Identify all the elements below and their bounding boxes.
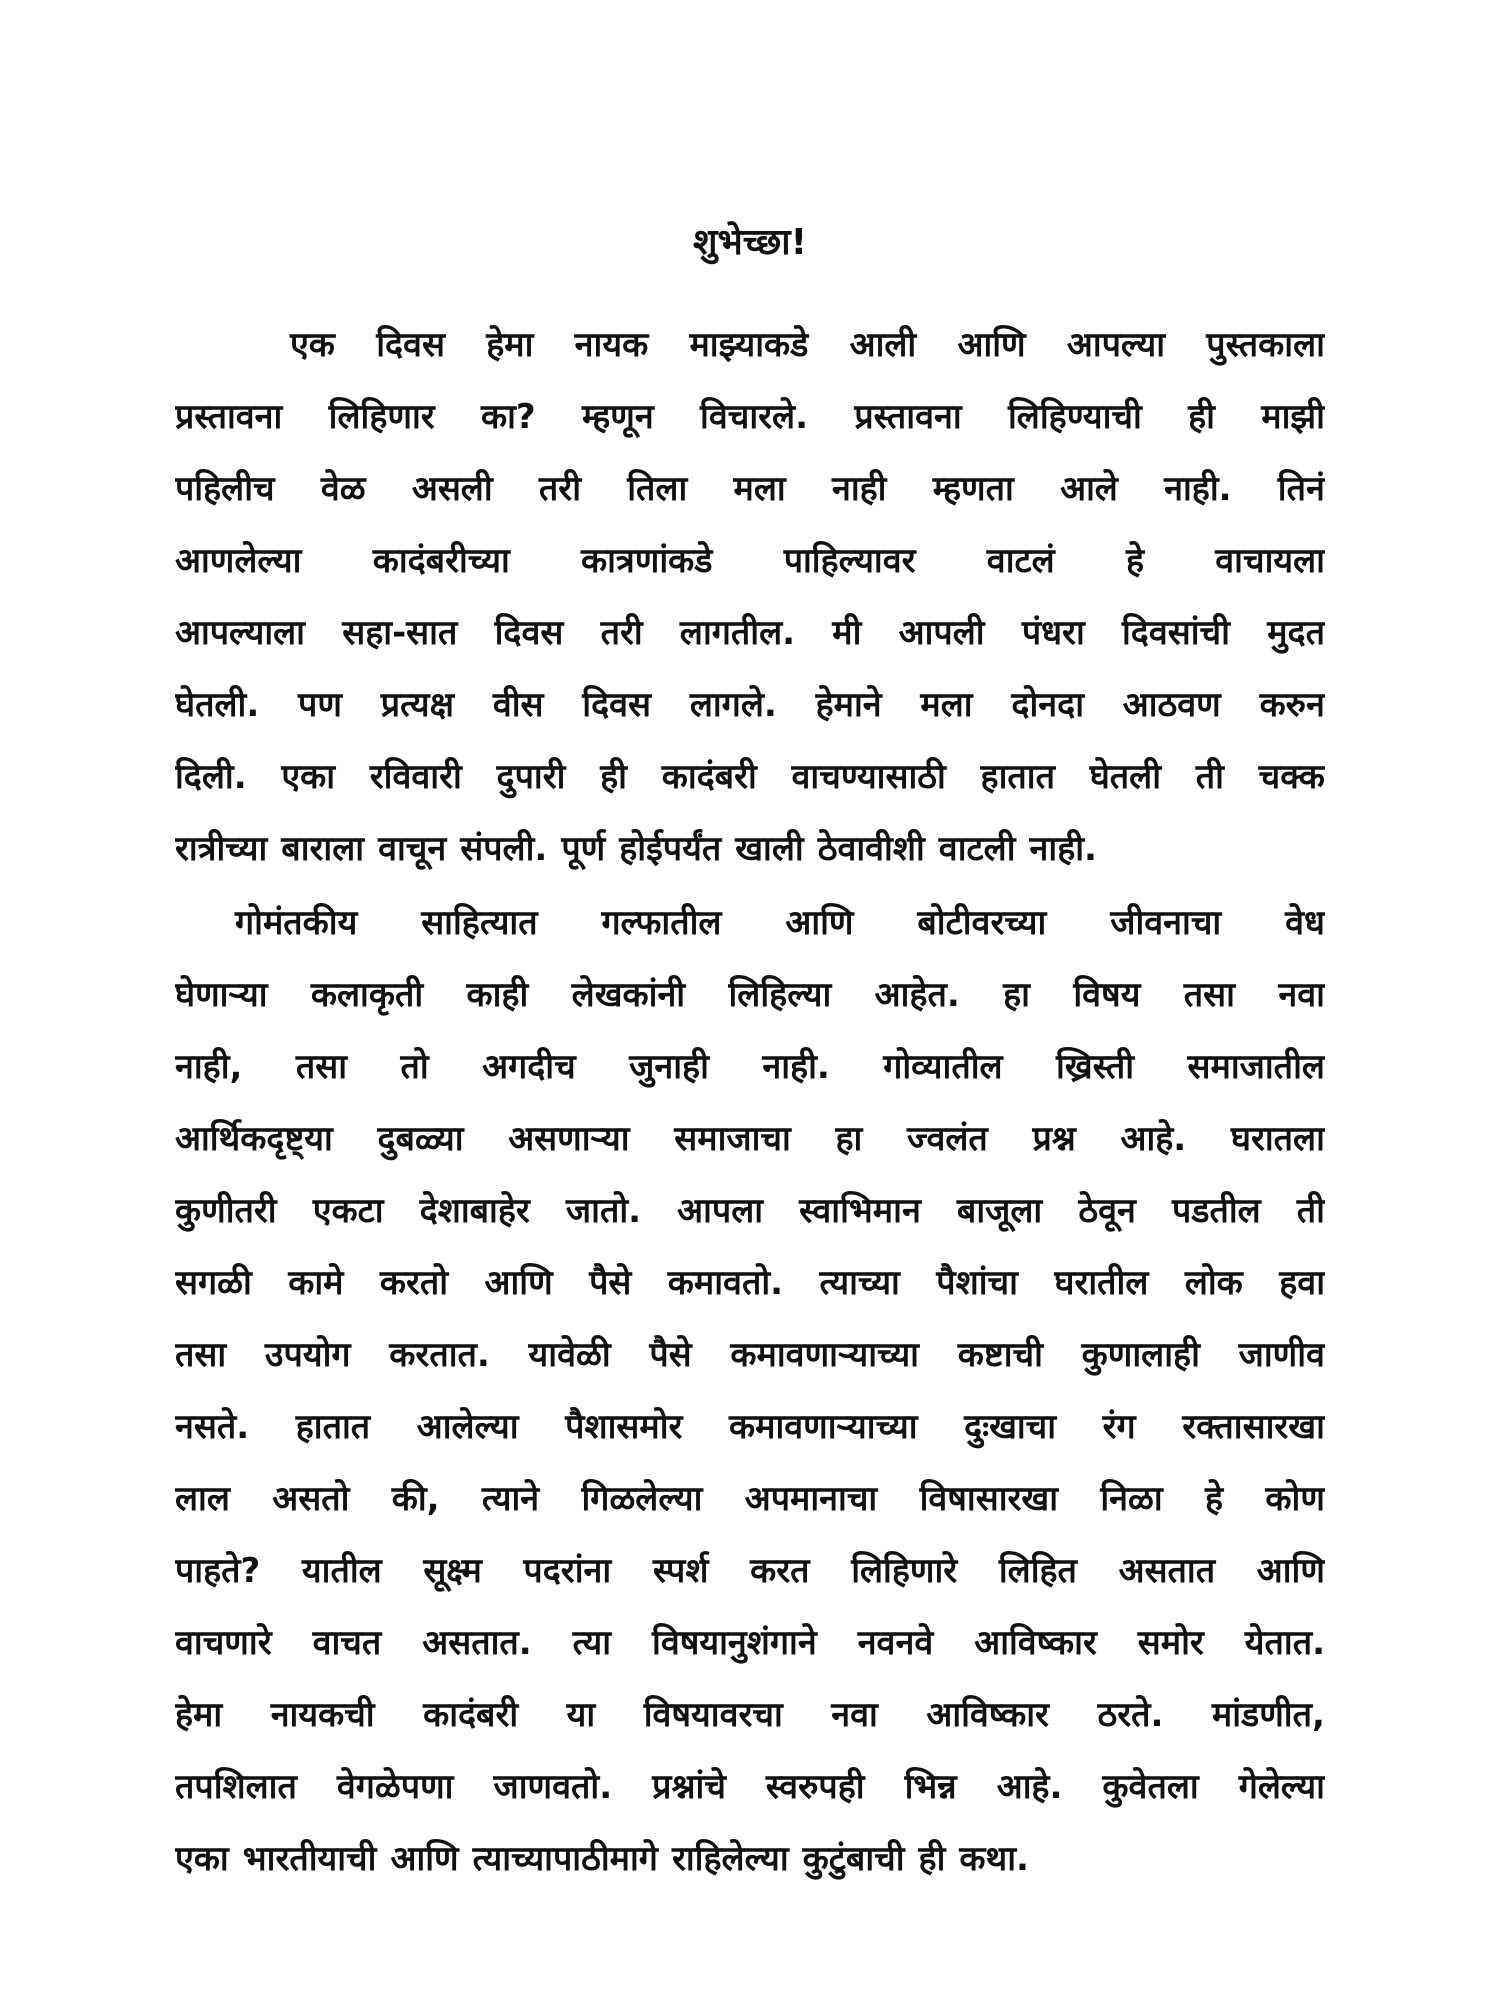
text-line: पाहते? यातील सूक्ष्म पदरांना स्पर्श करत लिहिणारे लिहित असतात आणि	[175, 1551, 1325, 1591]
text-line: तसा उपयोग करतात. यावेळी पैसे कमावणाऱ्याच्या कष्टाची कुणालाही जाणीव	[175, 1335, 1325, 1375]
text-line: घेणाऱ्या कलाकृती काही लेखकांनी लिहिल्या आहेत. हा विषय तसा नवा	[175, 975, 1325, 1015]
text-line: हेमा नायकची कादंबरी या विषयावरचा नवा आविष्कार ठरते. मांडणीत,	[175, 1695, 1325, 1735]
text-line: सगळी कामे करतो आणि पैसे कमावतो. त्याच्या पैशांचा घरातील लोक हवा	[175, 1263, 1325, 1303]
text-line: लाल असतो की, त्याने गिळलेल्या अपमानाचा विषासारखा निळा हे कोण	[175, 1479, 1325, 1519]
text-line: दिली. एका रविवारी दुपारी ही कादंबरी वाचण्यासाठी हातात घेतली ती चक्क	[175, 757, 1325, 797]
text-line: वाचणारे वाचत असतात. त्या विषयानुशंगाने नवनवे आविष्कार समोर येतात.	[175, 1623, 1325, 1663]
page-title: शुभेच्छा!	[692, 222, 807, 263]
text-line: रात्रीच्या बाराला वाचून संपली. पूर्ण होईपर्यंत खाली ठेवावीशी वाटली नाही.	[175, 829, 1097, 869]
text-line: आणलेल्या कादंबरीच्या कात्रणांकडे पाहिल्यावर वाटलं हे वाचायला	[175, 541, 1325, 581]
text-line: कुणीतरी एकटा देशाबाहेर जातो. आपला स्वाभिमान बाजूला ठेवून पडतील ती	[175, 1191, 1325, 1231]
text-line: नसते. हातात आलेल्या पैशासमोर कमावणाऱ्याच्या दुःखाचा रंग रक्तासारखा	[175, 1407, 1325, 1447]
text-line: तपशिलात वेगळेपणा जाणवतो. प्रश्नांचे स्वरुपही भिन्न आहे. कुवेतला गेलेल्या	[175, 1767, 1325, 1807]
text-line: घेतली. पण प्रत्यक्ष वीस दिवस लागले. हेमाने मला दोनदा आठवण करुन	[175, 685, 1325, 725]
text-line: नाही, तसा तो अगदीच जुनाही नाही. गोव्यातील ख्रिस्ती समाजातील	[175, 1047, 1325, 1087]
text-line: पहिलीच वेळ असली तरी तिला मला नाही म्हणता आले नाही. तिनं	[175, 469, 1325, 509]
text-line: एका भारतीयाची आणि त्याच्यापाठीमागे राहिलेल्या कुटुंबाची ही कथा.	[175, 1839, 1029, 1879]
text-line: आपल्याला सहा-सात दिवस तरी लागतील. मी आपली पंधरा दिवसांची मुदत	[175, 613, 1325, 653]
text-line: प्रस्तावना लिहिणार का? म्हणून विचारले. प्रस्तावना लिहिण्याची ही माझी	[175, 397, 1325, 437]
text-line: गोमंतकीय साहित्यात गल्फातील आणि बोटीवरच्या जीवनाचा वेध	[235, 903, 1325, 943]
text-line: एक दिवस हेमा नायक माझ्याकडे आली आणि आपल्या पुस्तकाला	[290, 325, 1325, 365]
text-line: आर्थिकदृष्ट्या दुबळ्या असणाऱ्या समाजाचा हा ज्वलंत प्रश्न आहे. घरातला	[175, 1119, 1325, 1159]
paragraph-2	[175, 898, 1325, 1906]
paragraph-1	[175, 320, 1325, 896]
